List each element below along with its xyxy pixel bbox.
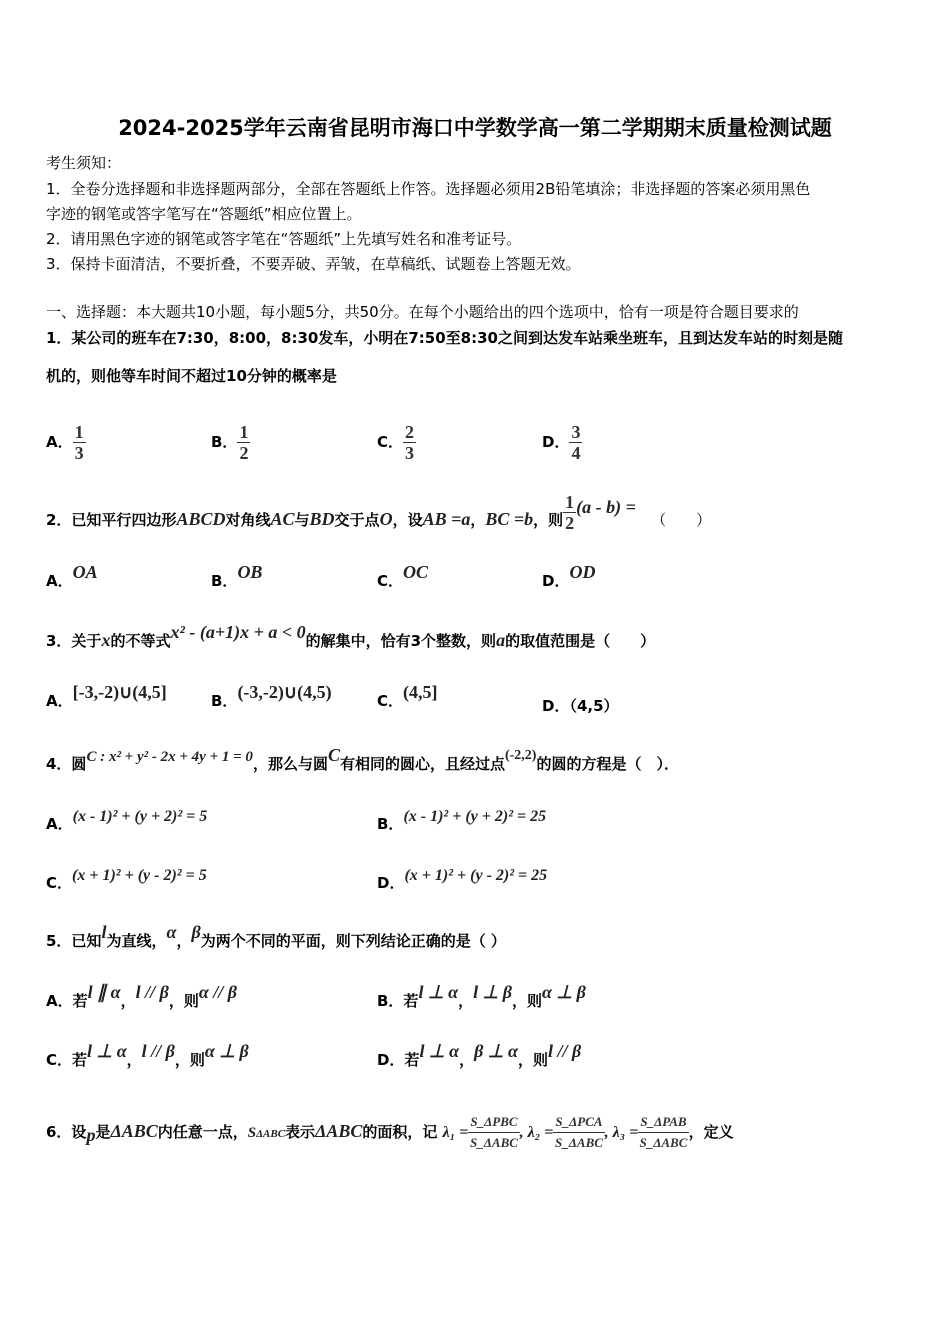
q5-option-d[interactable]: D．若l ⊥ α，β ⊥ α，则l // β bbox=[377, 1041, 582, 1069]
option-value: OB bbox=[237, 562, 263, 582]
text: 有相同的圆心，且经过点 bbox=[339, 755, 505, 773]
numerator: 1 bbox=[74, 422, 84, 442]
notice-line: 字迹的钢笔或答字笔写在“答题纸”相应位置上。 bbox=[46, 205, 362, 223]
notice-line: 1．全卷分选择题和非选择题两部分，全部在答题纸上作答。选择题必须用2B铅笔填涂；非选择题的答案必须用黑色 bbox=[46, 180, 811, 198]
text: ，设 bbox=[392, 511, 423, 529]
text: 内任意一点， bbox=[157, 1123, 248, 1141]
condition: β ⊥ α bbox=[474, 1041, 518, 1061]
text: 为两个不同的平面，则下列结论正确的是（ ） bbox=[200, 932, 506, 950]
text: 3．关于 bbox=[46, 632, 102, 650]
option-label: A． bbox=[46, 433, 73, 451]
math: BC =b bbox=[485, 509, 534, 529]
option-label: A．若 bbox=[46, 992, 88, 1010]
option-value: （4,5） bbox=[569, 697, 619, 715]
option-label: D．若 bbox=[377, 1051, 420, 1069]
numerator: 1 bbox=[565, 492, 575, 512]
math: ΔABC bbox=[315, 1121, 363, 1141]
q3-option-a[interactable] bbox=[46, 682, 167, 711]
condition: l ⊥ α bbox=[419, 1041, 460, 1061]
notice-heading: 考生须知： bbox=[46, 154, 122, 172]
q3-text bbox=[46, 622, 656, 651]
math: AB =a bbox=[422, 509, 471, 529]
answer-blank: （ ） bbox=[651, 511, 712, 529]
numerator: S_ΔPAB bbox=[638, 1112, 688, 1133]
option-label: D． bbox=[542, 572, 570, 590]
conclusion: l // β bbox=[547, 1041, 582, 1061]
denominator: 2 bbox=[239, 443, 249, 463]
denominator: 4 bbox=[571, 443, 581, 463]
notice-line: 3．保持卡面清洁，不要折叠，不要弄破、弄皱，在草稿纸、试题卷上答题无效。 bbox=[46, 255, 581, 273]
page-title: 2024-2025学年云南省昆明市海口中学数学高一第二学期期末质量检测试题 bbox=[118, 116, 832, 140]
circle-equation: C : x² + y² - 2x + 4y + 1 = 0 bbox=[86, 749, 253, 765]
math: AC bbox=[270, 509, 295, 529]
text: ，则 bbox=[533, 511, 564, 529]
text: ，则 bbox=[168, 992, 199, 1010]
math: O bbox=[379, 509, 393, 529]
q1-option-a[interactable] bbox=[46, 422, 86, 463]
text: ，则 bbox=[174, 1051, 205, 1069]
denominator: S_ΔABC bbox=[470, 1135, 518, 1150]
q3-option-d[interactable] bbox=[542, 695, 619, 716]
section-heading: 一、选择题：本大题共10小题，每小题5分，共50分。在每个小题给出的四个选项中，恰有一项是符合题目要求的 bbox=[46, 303, 799, 321]
text: 的不等式 bbox=[110, 632, 171, 650]
q4-option-a[interactable] bbox=[46, 808, 208, 834]
text: ，定义 bbox=[688, 1123, 734, 1141]
text: 的圆的方程是（ ）． bbox=[536, 755, 679, 773]
option-value: (x - 1)² + (y + 2)² = 25 bbox=[403, 808, 547, 825]
denominator: 2 bbox=[565, 513, 575, 533]
text: 是 bbox=[95, 1123, 111, 1141]
conclusion: α // β bbox=[198, 982, 238, 1002]
condition: l // β bbox=[141, 1041, 175, 1061]
math: p bbox=[86, 1125, 96, 1145]
option-value: (-3,-2)∪(4,5) bbox=[237, 682, 332, 702]
option-value: OC bbox=[403, 562, 429, 582]
q3-option-c[interactable] bbox=[377, 682, 438, 711]
q3-option-b[interactable] bbox=[211, 682, 332, 711]
numerator: 1 bbox=[239, 422, 249, 442]
condition: l ⊥ α bbox=[418, 982, 459, 1002]
q4-option-c[interactable] bbox=[46, 867, 207, 893]
text: 与 bbox=[294, 511, 310, 529]
math: a bbox=[496, 630, 506, 650]
option-value: OA bbox=[72, 562, 98, 582]
text: ，那么与圆 bbox=[252, 755, 328, 773]
q1-text: 1．某公司的班车在7:30，8:00，8:30发车，小明在7:50至8:30之间到达发车站乘坐班车，且到达发车站的时刻是随 bbox=[46, 329, 843, 347]
q2-option-a[interactable] bbox=[46, 562, 98, 591]
option-label: B．若 bbox=[377, 992, 419, 1010]
q4-option-d[interactable] bbox=[377, 867, 548, 893]
q2-option-d[interactable] bbox=[542, 562, 596, 591]
q2-option-c[interactable] bbox=[377, 562, 429, 591]
q5-option-b[interactable]: B．若l ⊥ α，l ⊥ β，则α ⊥ β bbox=[377, 982, 586, 1010]
option-label: B． bbox=[377, 815, 404, 833]
text: 为直线， bbox=[106, 932, 167, 950]
q1-option-b[interactable] bbox=[211, 422, 250, 463]
math: β bbox=[191, 922, 201, 942]
option-value: (x + 1)² + (y - 2)² = 25 bbox=[404, 867, 548, 884]
text: 6．设 bbox=[46, 1123, 87, 1141]
text: 的面积，记 bbox=[362, 1123, 438, 1141]
q4-option-b[interactable] bbox=[377, 808, 547, 834]
option-label: A． bbox=[46, 815, 73, 833]
text: ， bbox=[176, 932, 192, 950]
option-label: C． bbox=[377, 692, 404, 710]
text: 交于点 bbox=[334, 511, 380, 529]
q6-text bbox=[46, 1106, 734, 1159]
math-subscript: ΔABC bbox=[256, 1128, 286, 1140]
q1-option-c[interactable] bbox=[377, 422, 416, 463]
lambda-3: , λ₃ = bbox=[604, 1124, 639, 1141]
option-label: D． bbox=[542, 433, 570, 451]
q5-option-c[interactable]: C．若l ⊥ α，l // β，则α ⊥ β bbox=[46, 1041, 249, 1069]
option-value: (4,5] bbox=[403, 682, 438, 702]
math: ABCD bbox=[176, 509, 226, 529]
q5-text bbox=[46, 922, 506, 951]
denominator: 3 bbox=[74, 443, 84, 463]
notice-line: 2．请用黑色字迹的钢笔或答字笔在“答题纸”上先填写姓名和准考证号。 bbox=[46, 230, 522, 248]
option-label: C． bbox=[377, 572, 404, 590]
text: 的解集中，恰有3个整数，则 bbox=[305, 632, 497, 650]
lambda-2: , λ₂ = bbox=[519, 1124, 554, 1141]
option-label: B． bbox=[211, 692, 238, 710]
q5-option-a[interactable]: A．若l ∥ α，l // β，则α // β bbox=[46, 982, 238, 1010]
condition: l ⊥ β bbox=[473, 982, 512, 1002]
lambda-1: λ₁ = bbox=[442, 1124, 469, 1141]
q2-option-b[interactable] bbox=[211, 562, 263, 591]
condition: l ∥ α bbox=[87, 982, 121, 1002]
option-label: B． bbox=[211, 433, 238, 451]
text: 2．已知平行四边形 bbox=[46, 511, 177, 529]
text: 4．圆 bbox=[46, 755, 87, 773]
math: S bbox=[247, 1125, 257, 1141]
math: ΔABC bbox=[110, 1121, 158, 1141]
text: ，则 bbox=[517, 1051, 548, 1069]
text: 5．已知 bbox=[46, 932, 102, 950]
text: ， bbox=[470, 511, 486, 529]
text: ，则 bbox=[512, 992, 543, 1010]
numerator: S_ΔPBC bbox=[468, 1112, 519, 1133]
math: x bbox=[101, 630, 111, 650]
denominator: 3 bbox=[405, 443, 415, 463]
option-label: D． bbox=[377, 874, 405, 892]
text: 表示 bbox=[285, 1123, 316, 1141]
vector-expression: (a - b) = bbox=[576, 497, 636, 517]
option-value: (x - 1)² + (y + 2)² = 5 bbox=[72, 808, 208, 825]
q1-text: 机的，则他等车时间不超过10分钟的概率是 bbox=[46, 367, 337, 385]
point: (-2,2) bbox=[504, 748, 537, 763]
q4-text bbox=[46, 745, 679, 774]
text: 的取值范围是（ ） bbox=[505, 632, 656, 650]
denominator: S_ΔABC bbox=[555, 1135, 603, 1150]
numerator: 3 bbox=[571, 422, 581, 442]
condition: l // β bbox=[135, 982, 169, 1002]
option-value: (x + 1)² + (y - 2)² = 5 bbox=[72, 867, 207, 884]
numerator: 2 bbox=[405, 422, 415, 442]
option-label: C． bbox=[46, 874, 73, 892]
q1-option-d[interactable] bbox=[542, 422, 582, 463]
inequality: x² - (a+1)x + a < 0 bbox=[170, 622, 306, 642]
option-label: A． bbox=[46, 692, 73, 710]
option-label: D． bbox=[542, 697, 570, 715]
option-value: [-3,-2)∪(4,5] bbox=[72, 682, 167, 702]
math: l bbox=[101, 922, 107, 942]
conclusion: α ⊥ β bbox=[204, 1041, 249, 1061]
math: C bbox=[327, 745, 340, 765]
numerator: S_ΔPCA bbox=[553, 1112, 604, 1133]
denominator: S_ΔABC bbox=[639, 1135, 688, 1150]
option-label: C．若 bbox=[46, 1051, 88, 1069]
math: α bbox=[166, 922, 177, 942]
conclusion: α ⊥ β bbox=[542, 982, 586, 1002]
condition: l ⊥ α bbox=[87, 1041, 127, 1061]
q2-text bbox=[46, 492, 712, 541]
math: BD bbox=[309, 509, 335, 529]
text: 对角线 bbox=[225, 511, 271, 529]
option-label: A． bbox=[46, 572, 73, 590]
option-label: C． bbox=[377, 433, 404, 451]
option-label: B． bbox=[211, 572, 238, 590]
option-value: OD bbox=[569, 562, 596, 582]
